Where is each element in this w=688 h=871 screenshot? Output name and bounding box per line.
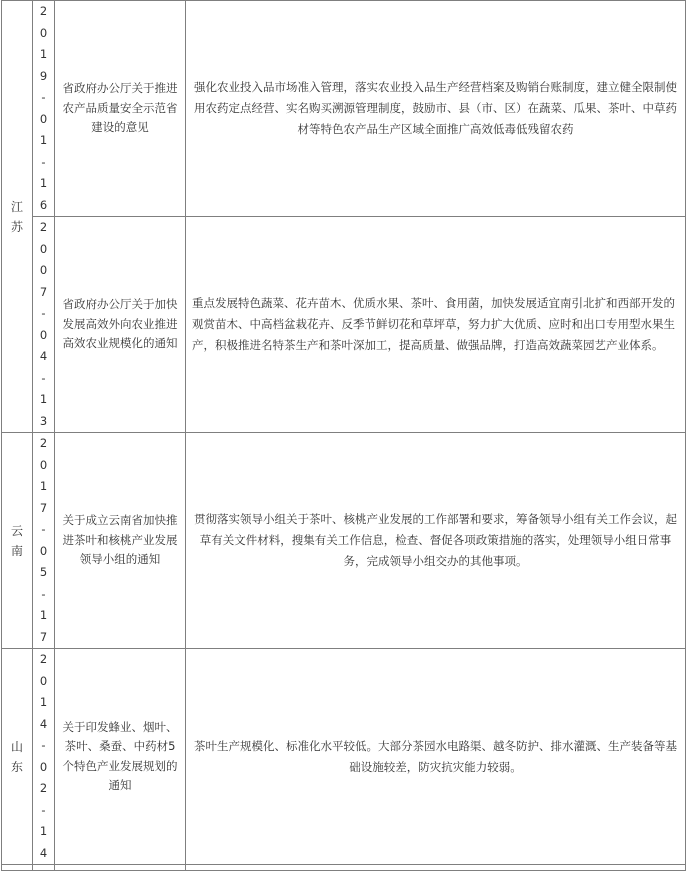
date-cell	[33, 865, 55, 871]
date-label: 2017-05-17	[39, 436, 48, 644]
content-text: 贯彻落实领导小组关于茶叶、核桃产业发展的工作部署和要求，筹备领导小组有关工作会议，起草有关文件材料，搜集有关工作信息，检查、督促各项政策措施的落实，处理领导小组日常事务，完成领导小组交办的其他事项。	[194, 512, 677, 568]
province-label: 江苏	[10, 199, 23, 234]
content-text: 茶叶生产规模化、标准化水平较低。大部分茶园水电路渠、越冬防护、排水灌溉、生产装备等基础设施较差，防灾抗灾能力较弱。	[194, 738, 677, 774]
title-cell	[55, 649, 186, 865]
title-cell	[55, 1, 186, 217]
title-label: 关于印发蜂业、烟叶、茶叶、桑蚕、中药材5个特色产业发展规划的通知	[62, 719, 178, 792]
date-cell	[33, 649, 55, 865]
province-label: 山东	[10, 739, 23, 774]
content-cell	[186, 1, 686, 217]
content-cell	[186, 217, 686, 433]
date-cell	[33, 1, 55, 217]
province-label: 云南	[10, 523, 23, 558]
province-cell	[2, 433, 33, 649]
content-text: 强化农业投入品市场准入管理，落实农业投入品生产经营档案及购销台账制度，建立健全限制使用农药定点经营、实名购买溯源管理制度，鼓励市、县（市、区）在蔬菜、瓜果、茶叶、中草药材等特色农产品生产区域全面推广高效低毒低残留农药	[194, 80, 677, 136]
date-label: 2007-04-13	[39, 220, 48, 428]
province-cell	[2, 865, 33, 871]
title-cell	[55, 217, 186, 433]
table-row	[2, 649, 686, 865]
table-row-partial	[2, 865, 686, 871]
date-cell	[33, 217, 55, 433]
content-text: 重点发展特色蔬菜、花卉苗木、优质水果、茶叶、食用菌，加快发展适宜南引北扩和西部开发的观赏苗木、中高档盆栽花卉、反季节鲜切花和草坪草，努力扩大优质、应时和出口专用型水果生产，积极推进名特茶生产和茶叶深加工，提高质量、做强品牌，打造高效蔬菜园艺产业体系。	[192, 296, 675, 352]
policy-table	[1, 0, 686, 871]
date-label: 2019-01-16	[39, 4, 48, 212]
table-row	[2, 217, 686, 433]
title-cell	[55, 433, 186, 649]
date-cell	[33, 433, 55, 649]
content-cell	[186, 649, 686, 865]
province-cell	[2, 1, 33, 433]
table-row	[2, 1, 686, 217]
title-label: 省政府办公厅关于推进农产品质量安全示范省建设的意见	[62, 81, 178, 135]
title-label: 省政府办公厅关于加快发展高效外向农业推进高效农业规模化的通知	[62, 297, 178, 351]
table-row	[2, 433, 686, 649]
title-cell	[55, 865, 186, 871]
content-cell	[186, 865, 686, 871]
title-label: 关于成立云南省加快推进茶叶和核桃产业发展领导小组的通知	[62, 513, 178, 567]
date-label: 2014-02-14	[39, 652, 48, 860]
content-cell	[186, 433, 686, 649]
province-cell	[2, 649, 33, 865]
